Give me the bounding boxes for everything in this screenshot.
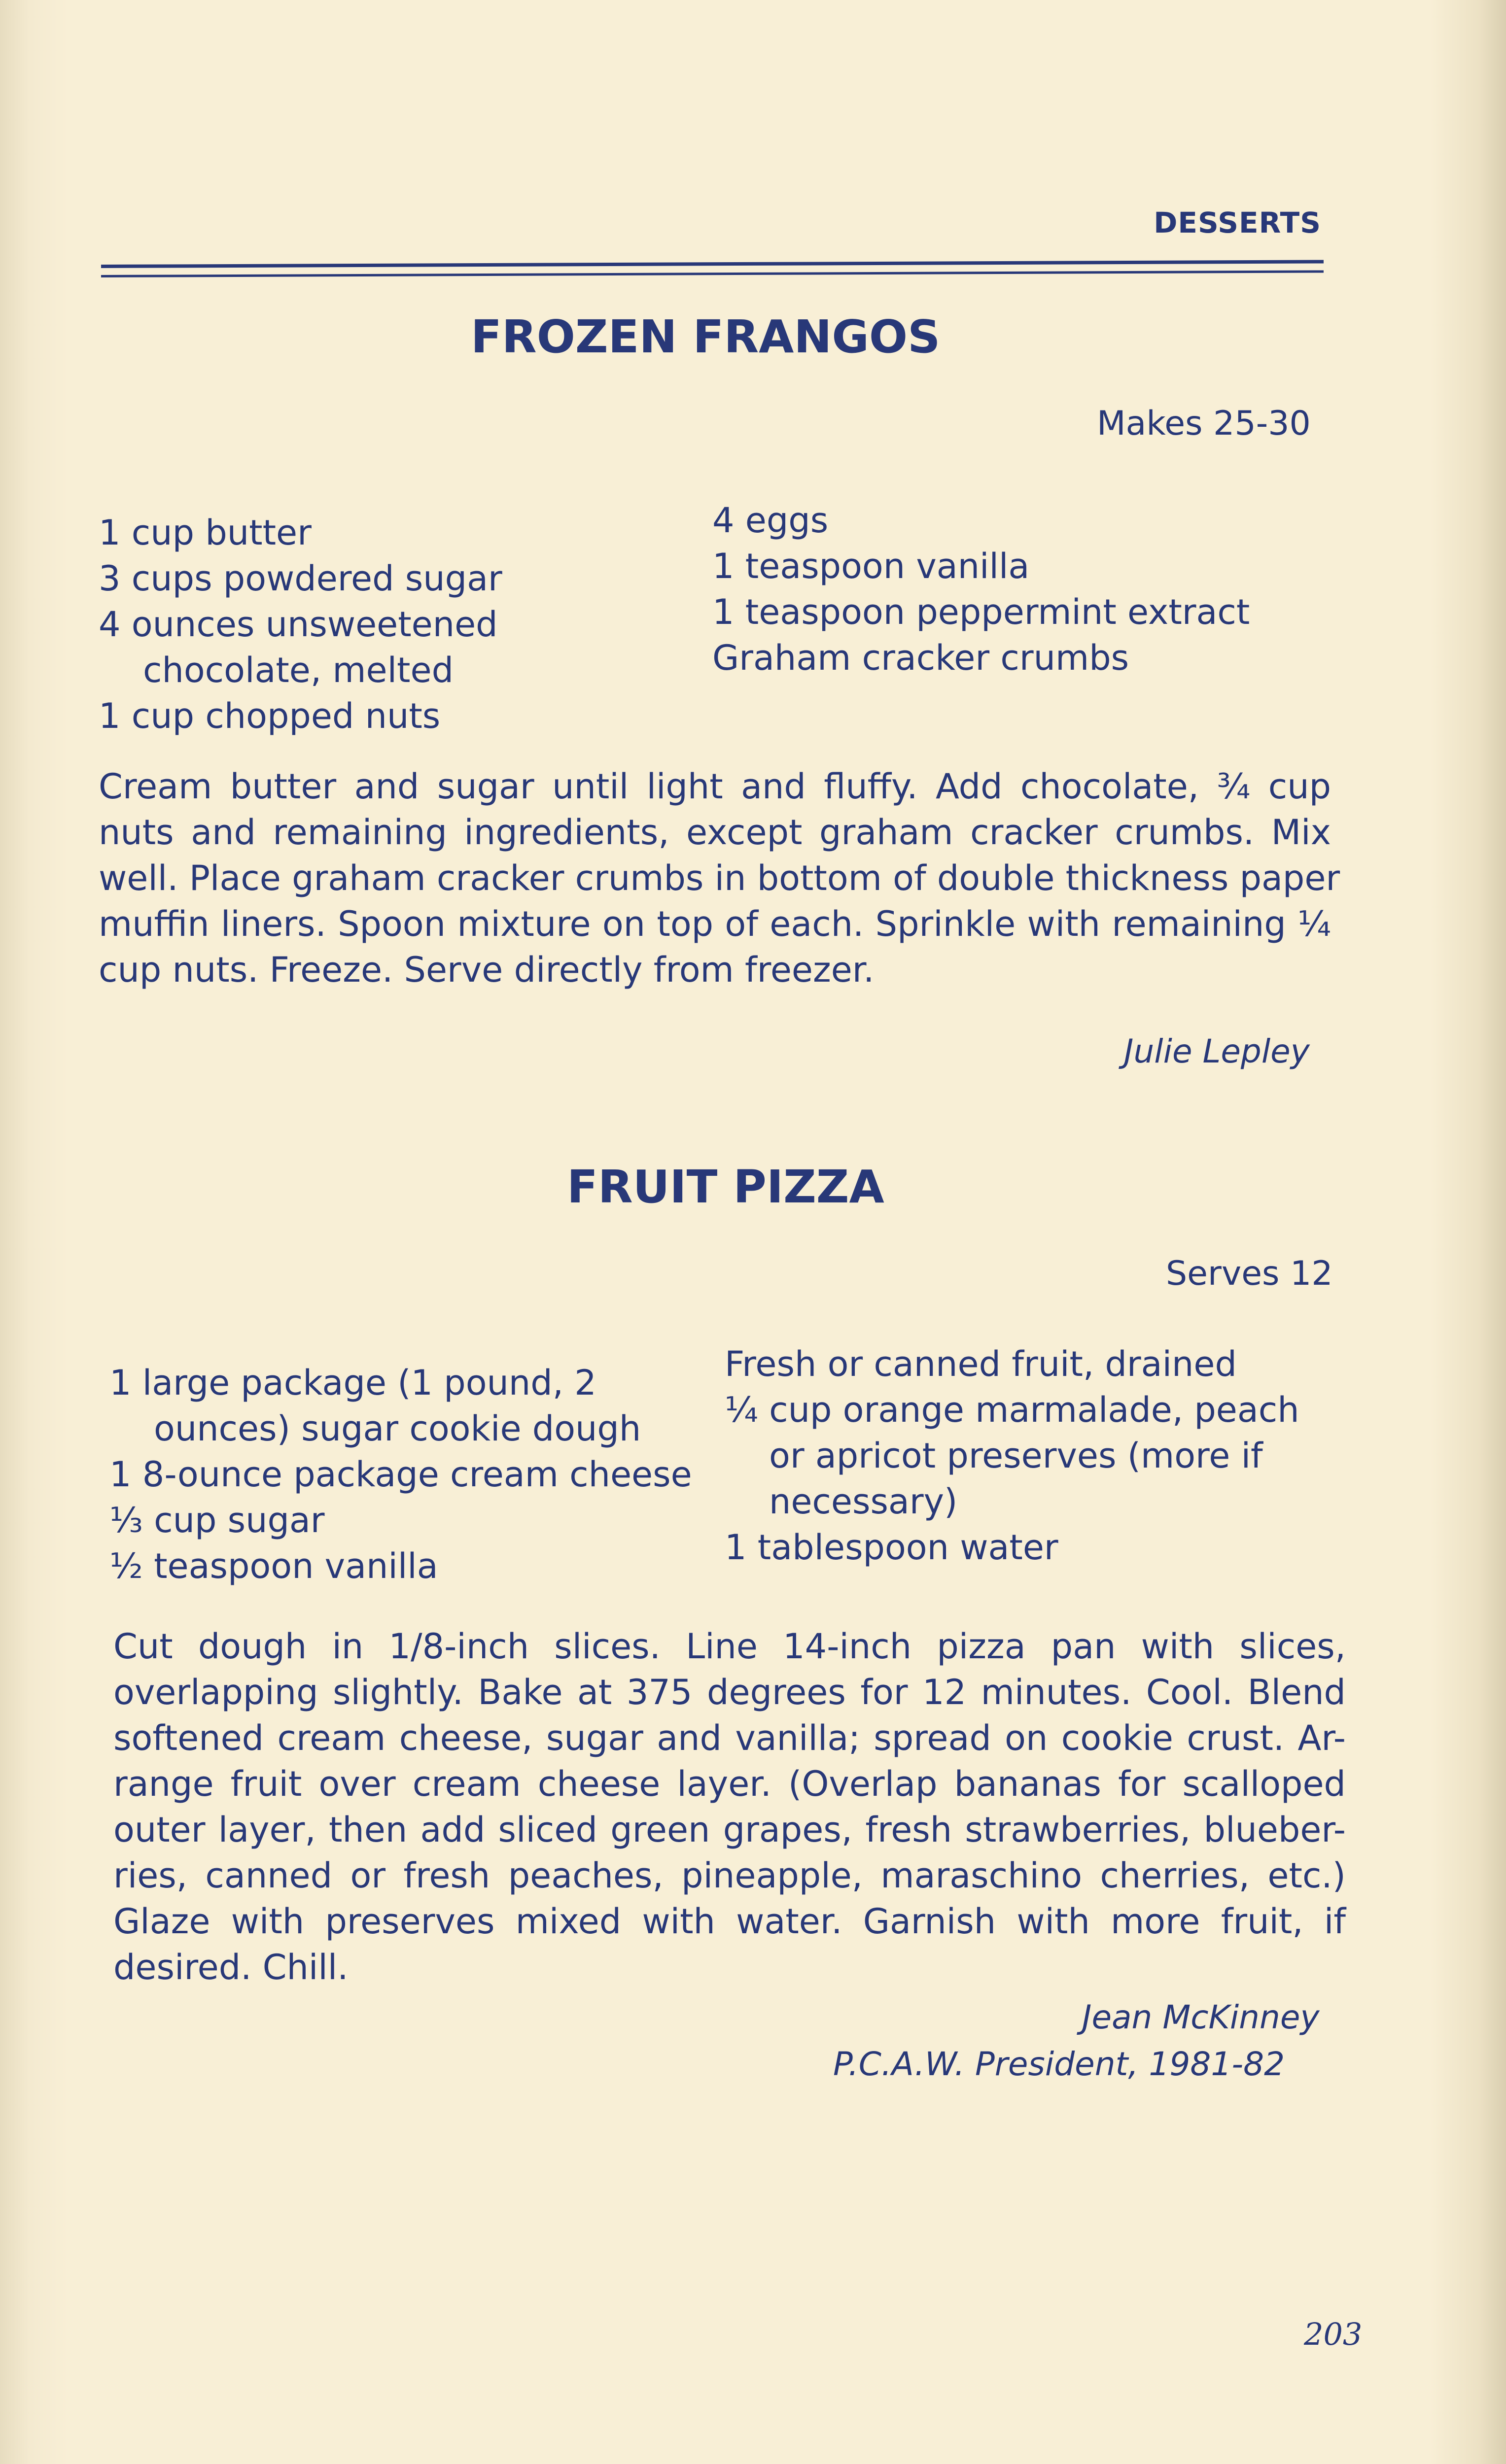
ingredient-line: chocolate, melted [143, 650, 454, 690]
page-number: 203 [1304, 2316, 1363, 2352]
ingredient-line: 1 teaspoon peppermint extract [712, 592, 1250, 632]
ingredient-line: or apricot preserves (more if [769, 1436, 1263, 1476]
ingredient-line: 1 cup chopped nuts [99, 696, 441, 736]
ingredients-left-frozen-frangos [99, 510, 502, 739]
ingredient-line: ¼ cup orange marmalade, peach [725, 1390, 1299, 1430]
recipe-title-fruit-pizza: FRUIT PIZZA [567, 1161, 884, 1213]
recipe-title-frozen-frangos: FROZEN FRANGOS [471, 310, 941, 363]
recipe-yield-frozen-frangos: Makes 25-30 [1097, 404, 1311, 443]
ingredients-right-frozen-frangos [712, 498, 1250, 681]
direction-line: cup nuts. Freeze. Serve directly from freezer. [99, 950, 875, 990]
ingredient-line: necessary) [769, 1481, 958, 1522]
directions-fruit-pizza [113, 1624, 1346, 1990]
direction-line: ries, canned or fresh peaches, pineapple, maraschino cherries, etc.) [113, 1855, 1346, 1896]
ingredient-line: 1 large package (1 pound, 2 [109, 1363, 596, 1403]
direction-line: desired. Chill. [113, 1947, 349, 1987]
ingredient-line: ⅓ cup sugar [109, 1500, 325, 1540]
ingredient-line: ounces) sugar cookie dough [154, 1408, 641, 1449]
ingredients-left-fruit-pizza [109, 1360, 692, 1589]
direction-line: well. Place graham cracker crumbs in bottom of double thickness paper [99, 858, 1340, 898]
credit-frozen-frangos: Julie Lepley [1124, 1032, 1310, 1070]
direction-line: softened cream cheese, sugar and vanilla; spread on cookie crust. Ar- [113, 1718, 1346, 1758]
ingredient-line: 1 tablespoon water [725, 1527, 1058, 1568]
direction-line: Cream butter and sugar until light and fluffy. Add chocolate, ¾ cup [99, 766, 1331, 807]
directions-frozen-frangos [99, 764, 1340, 993]
ingredient-line: ½ teaspoon vanilla [109, 1546, 438, 1586]
credit-title-fruit-pizza: P.C.A.W. President, 1981-82 [833, 2045, 1285, 2083]
ingredient-line: 4 ounces unsweetened [99, 604, 498, 645]
ingredient-line: 3 cups powdered sugar [99, 558, 502, 599]
ingredient-line: 4 eggs [712, 500, 829, 541]
direction-line: nuts and remaining ingredients, except graham cracker crumbs. Mix [99, 812, 1331, 853]
ingredient-line: Fresh or canned fruit, drained [725, 1344, 1237, 1384]
direction-line: Cut dough in 1/8-inch slices. Line 14-inch pizza pan with slices, [113, 1626, 1346, 1667]
direction-line: Glaze with preserves mixed with water. Garnish with more fruit, if [113, 1901, 1346, 1942]
direction-line: muffin liners. Spoon mixture on top of each. Sprinkle with remaining ¼ [99, 904, 1331, 944]
ingredient-line: 1 cup butter [99, 513, 312, 553]
ingredient-line: Graham cracker crumbs [712, 638, 1129, 678]
direction-line: range fruit over cream cheese layer. (Overlap bananas for scalloped [113, 1764, 1346, 1804]
credit-name-fruit-pizza: Jean McKinney [1082, 1998, 1320, 2036]
ingredient-line: 1 teaspoon vanilla [712, 546, 1030, 586]
ingredients-right-fruit-pizza [725, 1341, 1299, 1571]
recipe-yield-fruit-pizza: Serves 12 [1166, 1254, 1333, 1293]
ingredient-line: 1 8-ounce package cream cheese [109, 1454, 692, 1495]
direction-line: outer layer, then add sliced green grapes, fresh strawberries, blueber- [113, 1810, 1346, 1850]
section-header: DESSERTS [1154, 206, 1321, 240]
direction-line: overlapping slightly. Bake at 375 degrees for 12 minutes. Cool. Blend [113, 1672, 1346, 1712]
